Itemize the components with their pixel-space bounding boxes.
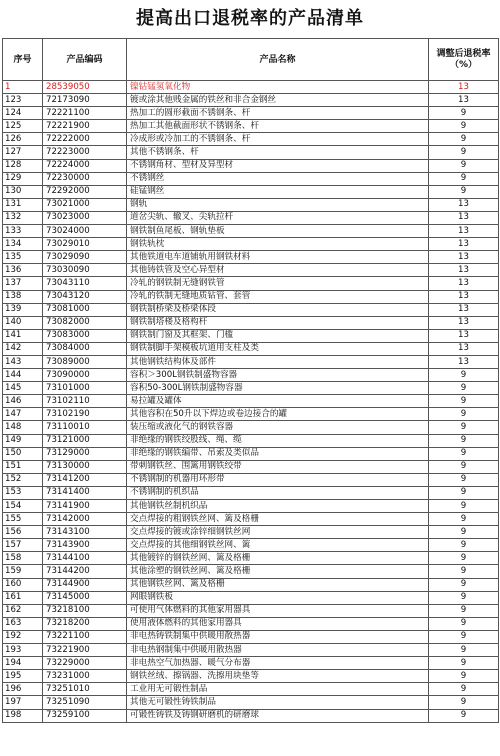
product-table	[2, 38, 499, 723]
cell-code: 73144100	[43, 552, 127, 565]
table-row	[3, 552, 499, 565]
cell-rate: 13	[429, 81, 499, 94]
cell-no: 157	[3, 539, 43, 552]
cell-no: 154	[3, 500, 43, 513]
cell-name: 钢铁轨枕	[127, 238, 429, 251]
table-row	[3, 277, 499, 290]
cell-name: 镀或涂其他贱金属的铁丝和非合金钢丝	[127, 94, 429, 107]
table-row	[3, 447, 499, 460]
cell-no: 163	[3, 617, 43, 630]
cell-rate: 9	[429, 159, 499, 172]
cell-no: 128	[3, 159, 43, 172]
table-row	[3, 408, 499, 421]
table-body	[3, 81, 499, 723]
cell-no: 135	[3, 251, 43, 264]
cell-rate: 9	[429, 630, 499, 643]
cell-name: 可锻性铸铁及铸钢研磨机的研磨球	[127, 709, 429, 722]
cell-code: 73081000	[43, 303, 127, 316]
table-row	[3, 683, 499, 696]
cell-name: 硅锰钢丝	[127, 185, 429, 198]
table-row	[3, 133, 499, 146]
cell-code: 73021000	[43, 198, 127, 211]
cell-name: 容积＞300L钢铁制盛物容器	[127, 369, 429, 382]
cell-name: 易拉罐及罐体	[127, 395, 429, 408]
cell-code: 73145000	[43, 591, 127, 604]
table-row	[3, 355, 499, 368]
cell-name: 不锈钢角材、型材及异型材	[127, 159, 429, 172]
cell-name: 交点焊接的镀或涂锌细钢铁丝网	[127, 526, 429, 539]
cell-code: 73251090	[43, 696, 127, 709]
cell-rate: 9	[429, 486, 499, 499]
cell-code: 73029090	[43, 251, 127, 264]
cell-rate: 9	[429, 617, 499, 630]
table-row	[3, 225, 499, 238]
cell-code: 73218200	[43, 617, 127, 630]
cell-rate: 9	[429, 526, 499, 539]
cell-name: 钢铁制门窗及其框架、门槛	[127, 329, 429, 342]
cell-name: 带刺钢铁丝、围篱用钢铁绞带	[127, 460, 429, 473]
cell-code: 73141900	[43, 500, 127, 513]
cell-rate: 9	[429, 185, 499, 198]
cell-no: 142	[3, 342, 43, 355]
cell-code: 73141200	[43, 473, 127, 486]
cell-rate: 9	[429, 395, 499, 408]
cell-rate: 9	[429, 172, 499, 185]
table-row	[3, 81, 499, 94]
cell-no: 152	[3, 473, 43, 486]
cell-code: 73030090	[43, 264, 127, 277]
table-row	[3, 696, 499, 709]
cell-code: 72292000	[43, 185, 127, 198]
table-row	[3, 657, 499, 670]
cell-no: 162	[3, 604, 43, 617]
cell-code: 73229000	[43, 657, 127, 670]
page-title: 提高出口退税率的产品清单	[136, 8, 364, 29]
cell-rate: 13	[429, 264, 499, 277]
cell-code: 73089000	[43, 355, 127, 368]
cell-code: 73221100	[43, 630, 127, 643]
cell-code: 73043110	[43, 277, 127, 290]
cell-code: 28539050	[43, 81, 127, 94]
header-code: 产品编码	[43, 39, 127, 81]
cell-name: 道岔尖轨、辙叉、尖轨拉杆	[127, 211, 429, 224]
table-row	[3, 238, 499, 251]
cell-name: 其他钢铁结构体及部件	[127, 355, 429, 368]
cell-name: 钢铁制脚手架模板坑道用支柱及类	[127, 342, 429, 355]
cell-no: 131	[3, 198, 43, 211]
cell-no: 138	[3, 290, 43, 303]
cell-no: 149	[3, 434, 43, 447]
table-row	[3, 578, 499, 591]
cell-no: 123	[3, 94, 43, 107]
cell-name: 不锈钢制的机织品	[127, 486, 429, 499]
cell-no: 146	[3, 395, 43, 408]
cell-name: 其他容积在50升以下焊边或卷边接合的罐	[127, 408, 429, 421]
cell-code: 72224000	[43, 159, 127, 172]
cell-no: 139	[3, 303, 43, 316]
cell-no: 126	[3, 133, 43, 146]
cell-rate: 9	[429, 146, 499, 159]
cell-name: 其他涂塑的钢铁丝网、篱及格栅	[127, 565, 429, 578]
cell-no: 148	[3, 421, 43, 434]
cell-name: 钢铁丝绒、擦锅器、洗擦用块垫等	[127, 670, 429, 683]
table-row	[3, 316, 499, 329]
cell-code: 72221100	[43, 107, 127, 120]
cell-code: 72222000	[43, 133, 127, 146]
table-row	[3, 709, 499, 722]
cell-no: 194	[3, 657, 43, 670]
cell-code: 73221900	[43, 644, 127, 657]
cell-no: 193	[3, 644, 43, 657]
cell-no: 198	[3, 709, 43, 722]
table-row	[3, 94, 499, 107]
cell-rate: 9	[429, 408, 499, 421]
cell-rate: 13	[429, 238, 499, 251]
table-row	[3, 617, 499, 630]
table-row	[3, 159, 499, 172]
table-row	[3, 526, 499, 539]
cell-rate: 9	[429, 604, 499, 617]
cell-no: 195	[3, 670, 43, 683]
table-row	[3, 460, 499, 473]
cell-rate: 9	[429, 460, 499, 473]
cell-rate: 9	[429, 683, 499, 696]
cell-no: 192	[3, 630, 43, 643]
table-row	[3, 591, 499, 604]
cell-code: 72221900	[43, 120, 127, 133]
cell-rate: 13	[429, 211, 499, 224]
cell-code: 73121000	[43, 434, 127, 447]
cell-rate: 13	[429, 198, 499, 211]
cell-code: 72230000	[43, 172, 127, 185]
table-row	[3, 630, 499, 643]
cell-rate: 9	[429, 434, 499, 447]
table-row	[3, 146, 499, 159]
header-rate: 调整后退税率（%）	[429, 39, 499, 81]
cell-rate: 9	[429, 107, 499, 120]
cell-no: 136	[3, 264, 43, 277]
table-row	[3, 369, 499, 382]
cell-rate: 9	[429, 644, 499, 657]
cell-code: 73142000	[43, 513, 127, 526]
cell-rate: 9	[429, 447, 499, 460]
cell-rate: 9	[429, 421, 499, 434]
cell-code: 73082000	[43, 316, 127, 329]
cell-rate: 13	[429, 225, 499, 238]
cell-rate: 9	[429, 578, 499, 591]
cell-code: 73143100	[43, 526, 127, 539]
cell-name: 镍钴锰氢氧化物	[127, 81, 429, 94]
cell-name: 冷轧的铁制无缝地质钻管、套管	[127, 290, 429, 303]
cell-no: 197	[3, 696, 43, 709]
cell-name: 非电热空气加热器、暖气分布器	[127, 657, 429, 670]
cell-rate: 13	[429, 329, 499, 342]
table-row	[3, 434, 499, 447]
cell-rate: 9	[429, 382, 499, 395]
cell-name: 不锈钢制的机器用环形带	[127, 473, 429, 486]
cell-rate: 9	[429, 133, 499, 146]
cell-name: 钢铁制塔楼及格构杆	[127, 316, 429, 329]
cell-no: 124	[3, 107, 43, 120]
cell-rate: 13	[429, 251, 499, 264]
cell-name: 其他不锈钢条、杆	[127, 146, 429, 159]
table-row	[3, 604, 499, 617]
cell-code: 72223000	[43, 146, 127, 159]
cell-no: 127	[3, 146, 43, 159]
table-row	[3, 513, 499, 526]
table-row	[3, 329, 499, 342]
table-row	[3, 211, 499, 224]
cell-no: 158	[3, 552, 43, 565]
cell-name: 可使用气体燃料的其他家用器具	[127, 604, 429, 617]
cell-name: 非绝缘的钢铁绞股线、绳、缆	[127, 434, 429, 447]
cell-rate: 9	[429, 473, 499, 486]
cell-no: 125	[3, 120, 43, 133]
cell-code: 73024000	[43, 225, 127, 238]
table-row	[3, 172, 499, 185]
cell-no: 160	[3, 578, 43, 591]
cell-code: 73102110	[43, 395, 127, 408]
cell-code: 73141400	[43, 486, 127, 499]
cell-rate: 9	[429, 670, 499, 683]
cell-no: 161	[3, 591, 43, 604]
cell-code: 73129000	[43, 447, 127, 460]
table-row	[3, 565, 499, 578]
table-row	[3, 107, 499, 120]
cell-code: 73144200	[43, 565, 127, 578]
table-header-row	[3, 39, 499, 81]
cell-name: 非电热铸铁制集中供暖用散热器	[127, 630, 429, 643]
cell-no: 147	[3, 408, 43, 421]
cell-rate: 9	[429, 513, 499, 526]
cell-code: 73144900	[43, 578, 127, 591]
cell-rate: 13	[429, 277, 499, 290]
cell-rate: 9	[429, 657, 499, 670]
cell-name: 使用液体燃料的其他家用器具	[127, 617, 429, 630]
cell-code: 73023000	[43, 211, 127, 224]
cell-no: 137	[3, 277, 43, 290]
cell-rate: 13	[429, 355, 499, 368]
cell-rate: 9	[429, 709, 499, 722]
cell-code: 73029010	[43, 238, 127, 251]
cell-rate: 9	[429, 696, 499, 709]
cell-name: 容积50-300L钢铁制盛物容器	[127, 382, 429, 395]
cell-code: 73130000	[43, 460, 127, 473]
table-row	[3, 198, 499, 211]
cell-code: 72173090	[43, 94, 127, 107]
cell-no: 132	[3, 211, 43, 224]
table-row	[3, 670, 499, 683]
cell-rate: 9	[429, 500, 499, 513]
cell-code: 73043120	[43, 290, 127, 303]
cell-code: 73083000	[43, 329, 127, 342]
cell-rate: 9	[429, 369, 499, 382]
header-name: 产品名称	[127, 39, 429, 81]
cell-rate: 13	[429, 94, 499, 107]
cell-no: 196	[3, 683, 43, 696]
table-row	[3, 342, 499, 355]
table-row	[3, 644, 499, 657]
cell-name: 热加工的圆形截面不锈钢条、杆	[127, 107, 429, 120]
cell-no: 153	[3, 486, 43, 499]
cell-no: 151	[3, 460, 43, 473]
table-row	[3, 303, 499, 316]
table-row	[3, 473, 499, 486]
cell-code: 73110010	[43, 421, 127, 434]
cell-name: 交点焊接的其他细钢铁丝网、篱	[127, 539, 429, 552]
cell-name: 交点焊接的粗钢铁丝网、篱及格栅	[127, 513, 429, 526]
cell-no: 130	[3, 185, 43, 198]
cell-no: 159	[3, 565, 43, 578]
cell-rate: 13	[429, 316, 499, 329]
cell-no: 156	[3, 526, 43, 539]
table-row	[3, 382, 499, 395]
cell-name: 工业用无可锻性制品	[127, 683, 429, 696]
table-row	[3, 539, 499, 552]
cell-code: 73090000	[43, 369, 127, 382]
cell-no: 129	[3, 172, 43, 185]
cell-name: 冷成形或冷加工的不锈钢条、杆	[127, 133, 429, 146]
cell-no: 143	[3, 355, 43, 368]
cell-name: 其他铁道电车道铺轨用钢铁材料	[127, 251, 429, 264]
cell-name: 冷轧的钢铁制无缝钢铁管	[127, 277, 429, 290]
cell-code: 73143900	[43, 539, 127, 552]
cell-no: 144	[3, 369, 43, 382]
cell-no: 145	[3, 382, 43, 395]
table-row	[3, 486, 499, 499]
table-row	[3, 395, 499, 408]
cell-name: 非绝缘的钢铁编带、吊索及类似品	[127, 447, 429, 460]
cell-code: 73218100	[43, 604, 127, 617]
table-row	[3, 185, 499, 198]
cell-rate: 13	[429, 303, 499, 316]
cell-name: 装压缩或液化气的钢铁容器	[127, 421, 429, 434]
table-row	[3, 264, 499, 277]
cell-name: 网眼钢铁板	[127, 591, 429, 604]
table-row	[3, 421, 499, 434]
cell-code: 73102190	[43, 408, 127, 421]
cell-no: 141	[3, 329, 43, 342]
cell-name: 钢轨	[127, 198, 429, 211]
cell-code: 73251010	[43, 683, 127, 696]
cell-rate: 9	[429, 539, 499, 552]
cell-no: 134	[3, 238, 43, 251]
cell-rate: 13	[429, 342, 499, 355]
table-row	[3, 290, 499, 303]
cell-code: 73259100	[43, 709, 127, 722]
cell-name: 非电热钢制集中供暖用散热器	[127, 644, 429, 657]
cell-rate: 13	[429, 290, 499, 303]
cell-no: 140	[3, 316, 43, 329]
cell-code: 73101000	[43, 382, 127, 395]
cell-name: 其他铸铁管及空心异型材	[127, 264, 429, 277]
cell-no: 1	[3, 81, 43, 94]
table-row	[3, 500, 499, 513]
cell-code: 73084000	[43, 342, 127, 355]
cell-name: 钢铁制鱼尾板、钢轨垫板	[127, 225, 429, 238]
cell-no: 150	[3, 447, 43, 460]
cell-name: 不锈钢丝	[127, 172, 429, 185]
cell-name: 热加工其他截面形状不锈钢条、杆	[127, 120, 429, 133]
cell-name: 其他钢铁丝网、篱及格栅	[127, 578, 429, 591]
cell-rate: 9	[429, 591, 499, 604]
cell-name: 钢铁制桥梁及桥梁体段	[127, 303, 429, 316]
cell-rate: 9	[429, 552, 499, 565]
header-no: 序号	[3, 39, 43, 81]
cell-name: 其他镀锌的钢铁丝网、篱及格栅	[127, 552, 429, 565]
cell-name: 其他无可锻性铸铁制品	[127, 696, 429, 709]
cell-name: 其他钢铁丝制机织品	[127, 500, 429, 513]
cell-rate: 9	[429, 565, 499, 578]
cell-no: 155	[3, 513, 43, 526]
cell-code: 73231000	[43, 670, 127, 683]
table-row	[3, 251, 499, 264]
cell-no: 133	[3, 225, 43, 238]
cell-rate: 9	[429, 120, 499, 133]
table-row	[3, 120, 499, 133]
